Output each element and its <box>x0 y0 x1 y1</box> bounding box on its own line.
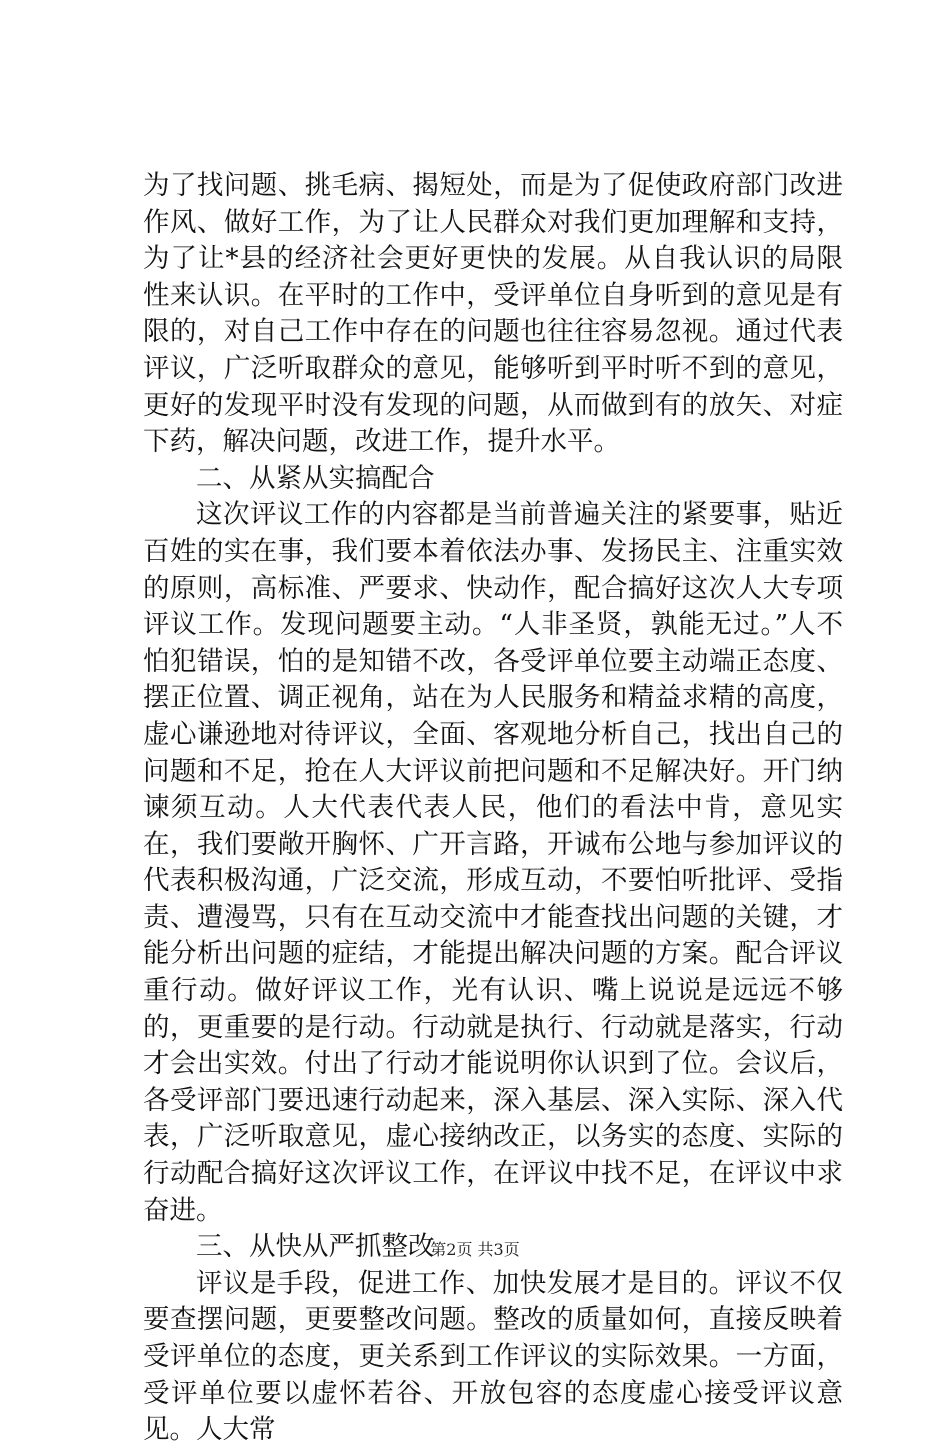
paragraph-section-3: 评议是手段，促进工作、加快发展才是目的。评议不仅要查摆问题，更要整改问题。整改的质量如何，直接反映着受评单位的态度，更关系到工作评议的实际效果。一方面，受评单位要以虚怀若谷、开放包容的态度虚心接受评议意见。人大常 <box>143 1267 843 1446</box>
page-number-footer: 第2页 共3页 <box>430 1240 520 1259</box>
section-heading-3: 三、从快从严抓整改 <box>196 1231 435 1263</box>
paragraph-continuation: 为了找问题、挑毛病、揭短处，而是为了促使政府部门改进作风、做好工作，为了让人民群众对我们更加理解和支持，为了让*县的经济社会更好更快的发展。从自我认识的局限性来认识。在平时的工作中，受评单位自身听到的意见是有限的，对自己工作中存在的问题也往往容易忽视。通过代表评议，广泛听取群众的意见，能够听到平时听不到的意见，更好的发现平时没有发现的问题，从而做到有的放矢、对症下药，解决问题，改进工作，提升水平。 <box>143 170 843 458</box>
section-heading-2: 二、从紧从实搞配合 <box>196 462 435 494</box>
paragraph-section-2: 这次评议工作的内容都是当前普遍关注的紧要事，贴近百姓的实在事，我们要本着依法办事、发扬民主、注重实效的原则，高标准、严要求、快动作，配合搞好这次人大专项评议工作。发现问题要主动。“人非圣贤，孰能无过。”人不怕犯错误，怕的是知错不改，各受评单位要主动端正态度、摆正位置、调正视角，站在为人民服务和精益求精的高度，虚心谦逊地对待评议，全面、客观地分析自己，找出自己的问题和不足，抢在人大评议前把问题和不足解决好。开门纳谏须互动。人大代表代表人民，他们的看法中肯，意见实在，我们要敞开胸怀、广开言路，开诚布公地与参加评议的代表积极沟通，广泛交流，形成互动，不要怕听批评、受指责、遭漫骂，只有在互动交流中才能查找出问题的关键，才能分析出问题的症结，才能提出解决问题的方案。配合评议重行动。做好评议工作，光有认识、嘴上说说是远远不够的，更重要的是行动。行动就是执行、行动就是落实，行动才会出实效。付出了行动才能说明你认识到了位。会议后，各受评部门要迅速行动起来，深入基层、深入实际、深入代表，广泛听取意见，虚心接纳改正，以务实的态度、实际的行动配合搞好这次评议工作，在评议中找不足，在评议中求奋进。 <box>143 499 843 1226</box>
